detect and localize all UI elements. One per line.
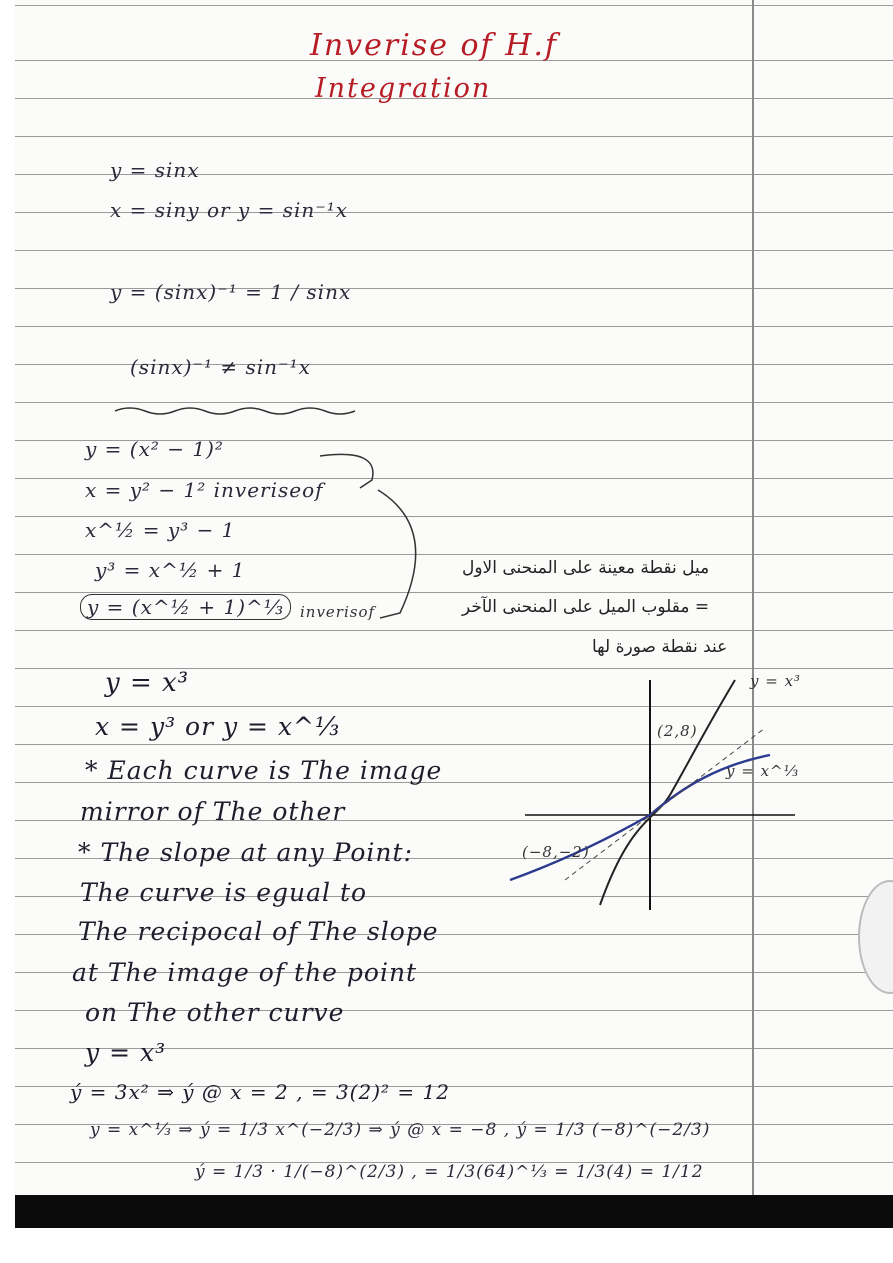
eq-line-1: y = sinx — [110, 158, 200, 182]
text-line-14: * The slope at any Point: — [78, 838, 413, 867]
arabic-note-1: ميل نقطة معينة على المنحنى الاول — [462, 558, 710, 578]
graph-label-x-cubed: y = x³ — [750, 672, 802, 690]
title-line-2: Integration — [315, 73, 492, 104]
scan-bottom-edge — [15, 1195, 893, 1228]
eq-line-2: x = siny or y = sin⁻¹x — [110, 198, 349, 222]
text-line-18: on The other curve — [85, 998, 345, 1027]
eq-line-19: y = x³ — [85, 1038, 167, 1067]
text-line-12: * Each curve is The image — [85, 756, 443, 785]
graph-label-cube-root: y = x^⅓ — [726, 762, 800, 780]
curve-x-cubed — [600, 680, 735, 905]
title-line-1: Inverise of H.f — [310, 28, 558, 63]
eq-line-7: x^½ = y³ − 1 — [85, 518, 236, 542]
eq-line-5: y = (x² − 1)² — [85, 437, 224, 461]
text-line-17: at The image of the point — [72, 958, 418, 987]
eq-line-3: y = (sinx)⁻¹ = 1 / sinx — [110, 280, 352, 304]
eq-line-4: (sinx)⁻¹ ≠ sin⁻¹x — [130, 355, 311, 379]
arabic-note-3: عند نقطة صورة لها — [592, 637, 728, 657]
text-line-15: The curve is egual to — [80, 878, 368, 907]
eq-line-11: x = y³ or y = x^⅓ — [95, 712, 341, 741]
eq-line-21: y = x^⅓ ⇒ ý = 1/3 x^(−2/3) ⇒ ý @ x = −8 , ý = 1/3 (−8)^(−2/3) — [90, 1120, 711, 1140]
text-line-13: mirror of The other — [80, 797, 346, 826]
eq-line-8: y³ = x^½ + 1 — [95, 558, 246, 582]
inverse-graph — [505, 660, 805, 920]
eq-line-9-boxed: y = (x^½ + 1)^⅓ — [80, 594, 291, 620]
eq-line-20: ý = 3x² ⇒ ý @ x = 2 , = 3(2)² = 12 — [70, 1080, 450, 1104]
wavy-divider — [115, 405, 355, 417]
graph-label-point-neg8-neg2: (−8,−2) — [522, 843, 590, 861]
graph-label-point-2-8: (2,8) — [657, 722, 698, 740]
margin-line — [752, 0, 754, 1195]
bracket-arrow — [320, 448, 440, 628]
page-edge — [0, 0, 15, 1263]
eq-line-22: ý = 1/3 · 1/(−8)^(2/3) , = 1/3(64)^⅓ = 1/3(4) = 1/12 — [195, 1162, 704, 1182]
eq-line-10: y = x³ — [105, 668, 190, 698]
text-line-16: The recipocal of The slope — [78, 917, 439, 946]
eq-line-6: x = y² − 1² inveriseof — [85, 478, 324, 502]
arabic-note-2: = مقلوب الميل على المنحنى الآخر — [462, 597, 710, 617]
inverse-note: inverisof — [300, 603, 376, 621]
